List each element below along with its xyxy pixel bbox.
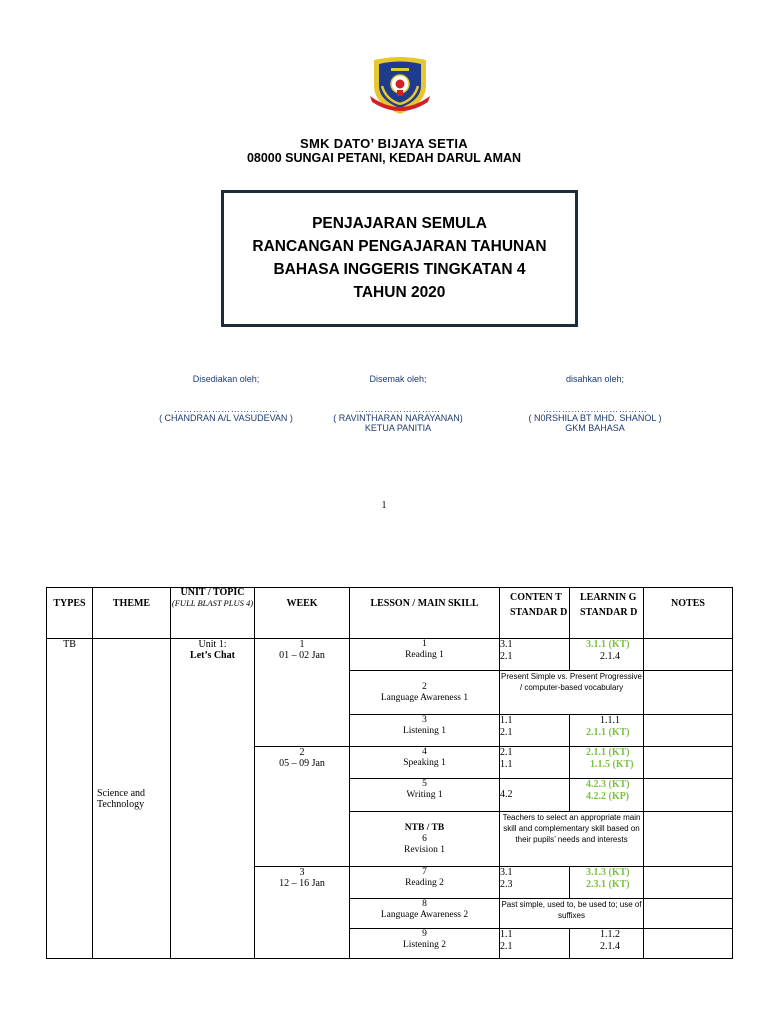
lesson-skill: Reading 2 <box>405 878 444 888</box>
lesson-skill: Reading 1 <box>405 650 444 660</box>
lesson-number: 6 <box>422 833 427 844</box>
title-line-4: TAHUN 2020 <box>353 284 446 301</box>
content-standard: 2.1 <box>500 651 513 662</box>
signature-line: …………………………… <box>173 404 279 414</box>
signature-label: Disediakan oleh; <box>192 374 260 384</box>
table-row <box>47 639 733 671</box>
lesson-number: 9 <box>422 929 427 939</box>
lesson-skill: Revision 1 <box>404 844 445 855</box>
notes-cell <box>644 715 733 747</box>
content-standard-cell <box>500 867 570 899</box>
signature-name: ( CHANDRAN A/L VASUDEVAN ) <box>159 413 293 423</box>
notes-cell <box>644 671 733 715</box>
learning-standard: 2.1.1 (KT) <box>586 747 630 758</box>
merged-standard-cell: Past simple, used to, be used to; use of suffixes <box>500 899 644 929</box>
header-theme: THEME <box>93 588 171 639</box>
lesson-cell <box>350 899 500 929</box>
learning-standard: 2.1.1 (KT) <box>586 727 630 738</box>
lesson-number: 4 <box>422 747 427 757</box>
header-learning-standard: LEARNIN G STANDAR D <box>570 588 644 639</box>
lesson-skill: Writing 1 <box>406 790 443 800</box>
lesson-cell <box>350 639 500 671</box>
learning-standard-cell <box>570 867 644 899</box>
header-lesson: LESSON / MAIN SKILL <box>350 588 500 639</box>
notes-cell <box>644 747 733 779</box>
lesson-cell <box>350 812 500 867</box>
content-standard: 2.1 <box>500 727 513 738</box>
notes-cell <box>644 929 733 959</box>
notes-cell <box>644 899 733 929</box>
content-standard: 1.1 <box>500 929 513 940</box>
school-crest-logo <box>368 56 432 116</box>
content-standard-cell <box>500 747 570 779</box>
signature-checked-by <box>320 374 476 433</box>
lesson-skill: Listening 2 <box>402 940 446 950</box>
learning-standard: 3.1.1 (KT) <box>586 639 630 650</box>
learning-standard-cell <box>570 639 644 671</box>
header-unit-topic-sub: (FULL BLAST PLUS 4) <box>171 598 254 608</box>
content-standard-cell <box>500 715 570 747</box>
title-line-2: RANCANGAN PENGAJARAN TAHUNAN <box>252 238 547 255</box>
lesson-cell <box>350 867 500 899</box>
lesson-number: 3 <box>422 715 427 725</box>
lesson-cell <box>350 747 500 779</box>
unit-cell <box>171 639 255 959</box>
content-standard: 2.1 <box>500 747 513 758</box>
lesson-number: 1 <box>422 639 427 649</box>
learning-standard-cell <box>570 715 644 747</box>
content-standard-cell <box>500 779 570 812</box>
content-standard: 4.2 <box>500 789 513 800</box>
signature-name: ( RAVINTHARAN NARAYANAN) <box>333 413 463 423</box>
signature-label: disahkan oleh; <box>565 374 625 384</box>
signature-role: GKM BAHASA <box>565 423 625 433</box>
learning-standard: 2.1.4 <box>600 651 620 662</box>
content-standard: 2.3 <box>500 879 513 890</box>
content-standard: 1.1 <box>500 759 513 770</box>
lesson-cell <box>350 779 500 812</box>
header-types: TYPES <box>47 588 93 639</box>
notes-cell <box>644 867 733 899</box>
lesson-skill: Language Awareness 2 <box>380 910 469 920</box>
school-name: SMK DATO’ BIJAYA SETIA <box>300 136 468 151</box>
signature-prepared-by <box>146 374 306 423</box>
theme-cell: Science and Technology <box>93 639 171 959</box>
learning-standard-cell <box>570 929 644 959</box>
week-cell <box>255 747 350 867</box>
content-standard: 3.1 <box>500 867 513 878</box>
lesson-skill: Language Awareness 1 <box>380 692 469 703</box>
lesson-number: 5 <box>422 779 427 789</box>
week-number: 3 <box>299 867 305 878</box>
content-standard: 3.1 <box>500 639 513 650</box>
week-cell <box>255 867 350 959</box>
lesson-number: 7 <box>422 867 427 877</box>
week-number: 1 <box>299 639 305 650</box>
learning-standard: 4.2.2 (KP) <box>586 791 630 802</box>
learning-standard-cell <box>570 747 644 779</box>
page-number: 1 <box>381 500 387 511</box>
signature-label: Disemak oleh; <box>369 374 427 384</box>
learning-standard-cell <box>570 779 644 812</box>
unit-number: Unit 1: <box>198 639 227 650</box>
notes-cell <box>644 639 733 671</box>
document-title-box <box>221 190 578 327</box>
content-standard-cell <box>500 929 570 959</box>
signature-approved-by <box>515 374 675 433</box>
merged-standard-cell: Present Simple vs. Present Progressive / computer-based vocabulary <box>500 671 644 715</box>
content-standard-cell <box>500 639 570 671</box>
week-dates: 05 – 09 Jan <box>279 758 325 769</box>
yearly-teaching-plan-table <box>46 587 733 959</box>
header-notes: NOTES <box>644 588 733 639</box>
learning-standard: 1.1.2 <box>600 929 620 940</box>
learning-standard: 3.1.3 (KT) <box>586 867 630 878</box>
lesson-number: 8 <box>422 899 427 909</box>
lesson-skill: Listening 1 <box>402 726 446 736</box>
content-standard: 2.1 <box>500 941 513 952</box>
school-address: 08000 SUNGAI PETANI, KEDAH DARUL AMAN <box>246 151 522 165</box>
week-number: 2 <box>299 747 305 758</box>
types-cell: TB <box>47 639 93 959</box>
header-content-standard: CONTEN T STANDAR D <box>500 588 570 639</box>
lesson-cell <box>350 671 500 715</box>
notes-cell <box>644 812 733 867</box>
learning-standard: 2.3.1 (KT) <box>586 879 630 890</box>
lesson-type: NTB / TB <box>404 822 445 833</box>
title-line-1: PENJAJARAN SEMULA <box>312 215 487 232</box>
lesson-number: 2 <box>422 681 427 692</box>
learning-standard: 4.2.3 (KT) <box>586 779 630 790</box>
title-line-3: BAHASA INGGERIS TINGKATAN 4 <box>273 261 526 278</box>
learning-standard: 2.1.4 <box>600 941 620 952</box>
signature-role: KETUA PANITIA <box>364 423 432 433</box>
table-header-row <box>47 588 733 639</box>
learning-standard: 1.1.5 (KT) <box>590 759 634 770</box>
lesson-skill: Speaking 1 <box>403 758 446 768</box>
signature-line: …………………………… <box>542 404 648 414</box>
lesson-cell <box>350 929 500 959</box>
week-dates: 12 – 16 Jan <box>279 878 325 889</box>
week-cell <box>255 639 350 747</box>
notes-cell <box>644 779 733 812</box>
week-dates: 01 – 02 Jan <box>279 650 325 661</box>
header-week: WEEK <box>255 588 350 639</box>
signature-line: ……………………… <box>355 404 441 414</box>
header-unit-topic-label: UNIT / TOPIC <box>180 587 245 598</box>
learning-standard: 1.1.1 <box>600 715 620 726</box>
lesson-cell <box>350 715 500 747</box>
merged-standard-cell: Teachers to select an appropriate main skill and complementary skill based on their pupils’ needs and interests <box>500 812 644 867</box>
header-unit-topic <box>171 588 255 639</box>
unit-title: Let’s Chat <box>190 650 235 661</box>
content-standard: 1.1 <box>500 715 513 726</box>
signature-name: ( N0RSHILA BT MHD. SHANOL ) <box>528 413 662 423</box>
